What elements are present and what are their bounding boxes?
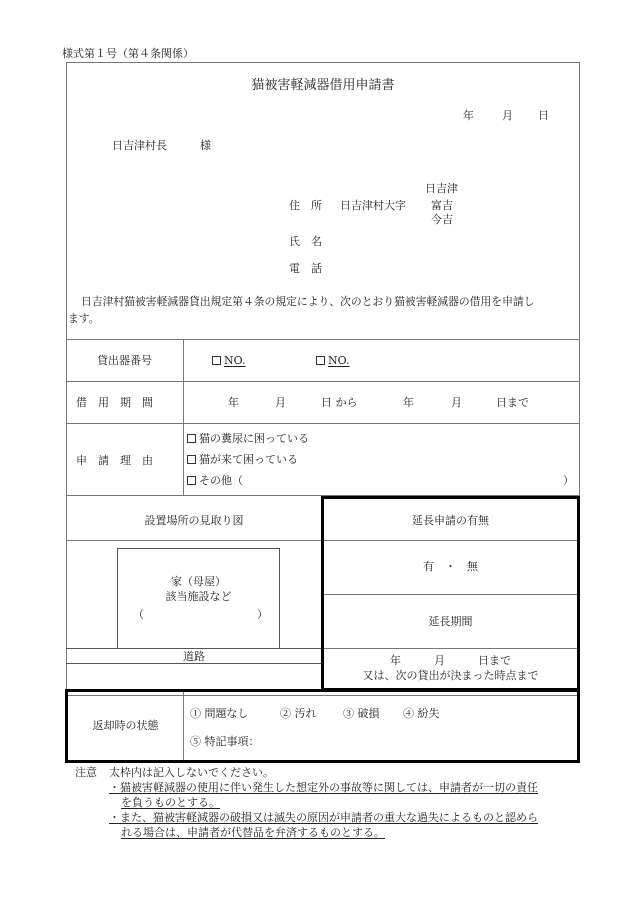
intro-text-line1: 日吉津村猫被害軽減器貸出規定第４条の規定により、次のとおり猫被害軽減器の借用を申請し [81,295,535,308]
device-number-option-2[interactable]: NO. [316,355,376,366]
date-year[interactable]: 年 [463,109,474,122]
extension-yes-no[interactable]: 有 ・ 無 [423,560,478,573]
address-label: 住 所 [289,199,322,212]
addressee-honorific: 様 [200,139,211,152]
notice-bullet-2a: ・また、猫被害軽減器の破損又は滅失の原因が申請者の重大な過失によるものと認めら [109,811,538,824]
return-option-lost[interactable]: ④ 紛失 [403,707,440,720]
sketch-divider [66,540,322,541]
row-divider [66,423,580,424]
checkbox[interactable] [187,455,196,464]
road-bottom-line [66,663,322,664]
period-to-day[interactable]: 日まで [496,396,529,409]
device-number-label: 貸出器番号 [97,354,152,367]
reason-option-excrement[interactable]: 猫の糞尿に困っている [187,433,309,444]
sketch-header: 設置場所の見取り図 [144,514,244,527]
reason-label: 申 請 理 由 [76,454,153,467]
extension-or-next-loan: 又は、次の貸出が決まった時点まで [362,669,539,682]
address-option-imayoshi[interactable]: 今吉 [431,213,453,226]
extension-divider [324,540,577,541]
date-day[interactable]: 日 [538,109,549,122]
phone-label: 電 話 [289,262,322,275]
return-option-dirty[interactable]: ② 汚れ [280,707,317,720]
period-to-month[interactable]: 月 [451,396,462,409]
form-title: 猫被害軽減器借用申請書 [251,78,395,93]
reason-option-other[interactable]: その他（ [187,475,243,486]
checkbox[interactable] [187,434,196,443]
intro-text-line2: ます。 [68,312,100,325]
column-divider [183,339,184,495]
extension-until-date[interactable]: 年 月 日まで [390,654,511,667]
return-option-damaged[interactable]: ③ 破損 [343,707,380,720]
addressee-name: 日吉津村長 [112,139,167,152]
return-notes-label[interactable]: ⑤ 特記事項： [190,735,260,748]
period-from-day[interactable]: 日 から [321,396,358,409]
facility-label: 該当施設など [165,590,232,603]
extension-divider [324,594,577,595]
return-state-label: 返却時の状態 [92,719,159,732]
return-option-no-problem[interactable]: ① 問題なし [190,707,249,720]
extension-divider [324,648,577,649]
road-top-line [66,648,322,649]
facility-open-paren: （ [133,608,144,621]
checkbox[interactable] [187,476,196,485]
return-state-divider [183,692,184,760]
facility-close-paren: ） [257,608,268,621]
date-month[interactable]: 月 [502,109,513,122]
extension-period-label: 延長期間 [428,615,473,628]
notice-bullet-1b: を負うものとする。 [121,796,220,809]
address-option-tomiyoshi[interactable]: 富吉 [431,199,453,212]
period-from-year[interactable]: 年 [228,396,239,409]
reason-option-visiting[interactable]: 猫が来て困っている [187,454,298,465]
notice-bullet-1a: ・猫被害軽減器の使用に伴い発生した想定外の事故等に関しては、申請者が一切の責任 [109,781,538,794]
house-label: 家（母屋） [171,575,226,588]
reason-other-close-paren: ） [563,474,574,487]
notice-heading: 注意 [75,766,97,779]
row-divider [66,381,580,382]
notice-bullet-2b: れる場合は、申請者が代替品を弁済するものとする。 [121,826,385,839]
row-divider [66,339,580,340]
checkbox[interactable] [212,356,221,365]
road-label: 道路 [183,650,205,663]
address-prefix: 日吉津村大字 [340,199,406,212]
period-label: 借 用 期 間 [76,396,153,409]
form-number: 様式第１号（第４条関係） [62,47,194,60]
period-to-year[interactable]: 年 [403,396,414,409]
address-option-hiezu[interactable]: 日吉津 [425,182,458,195]
extension-header: 延長申請の有無 [412,514,489,527]
period-from-month[interactable]: 月 [275,396,286,409]
notice-line-0: 太枠内は記入しないでください。 [109,766,274,779]
checkbox[interactable] [316,356,325,365]
name-label: 氏 名 [289,235,322,248]
device-number-option-1[interactable]: NO. [212,355,272,366]
